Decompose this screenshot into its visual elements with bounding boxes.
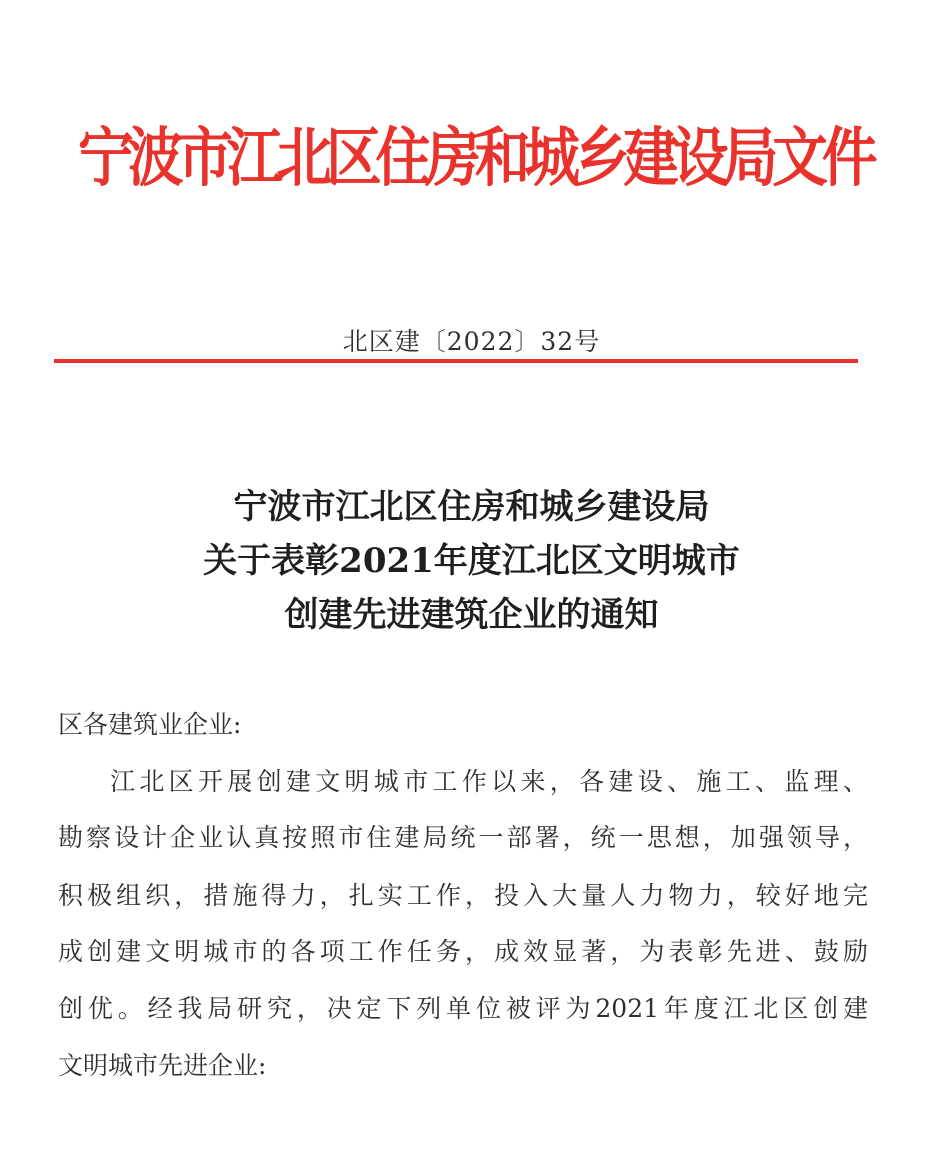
body-line-5: 创优。经我局研究，决定下列单位被评为2021年度江北区创建	[58, 994, 868, 1023]
body-line-2: 勘察设计企业认真按照市住建局统一部署，统一思想，加强领导，	[58, 823, 868, 852]
body-line-4: 成创建文明城市的各项工作任务，成效显著，为表彰先进、鼓励	[58, 937, 868, 966]
notice-title-line-3: 创建先进建筑企业的通知	[284, 595, 659, 635]
body-line-6: 文明城市先进企业:	[58, 1051, 267, 1080]
body-line-3: 积极组织，措施得力，扎实工作，投入大量人力物力，较好地完	[58, 881, 868, 910]
red-divider-line	[54, 359, 858, 363]
salutation: 区各建筑业企业:	[58, 710, 242, 739]
notice-title-line-2: 关于表彰2021年度江北区文明城市	[203, 541, 740, 581]
masthead-title: 宁波市江北区住房和城乡建设局文件	[78, 122, 872, 196]
notice-title-line-1: 宁波市江北区住房和城乡建设局	[233, 487, 710, 527]
body-line-1: 江北区开展创建文明城市工作以来，各建设、施工、监理、	[110, 767, 868, 796]
document-number: 北区建〔2022〕32号	[342, 327, 601, 356]
